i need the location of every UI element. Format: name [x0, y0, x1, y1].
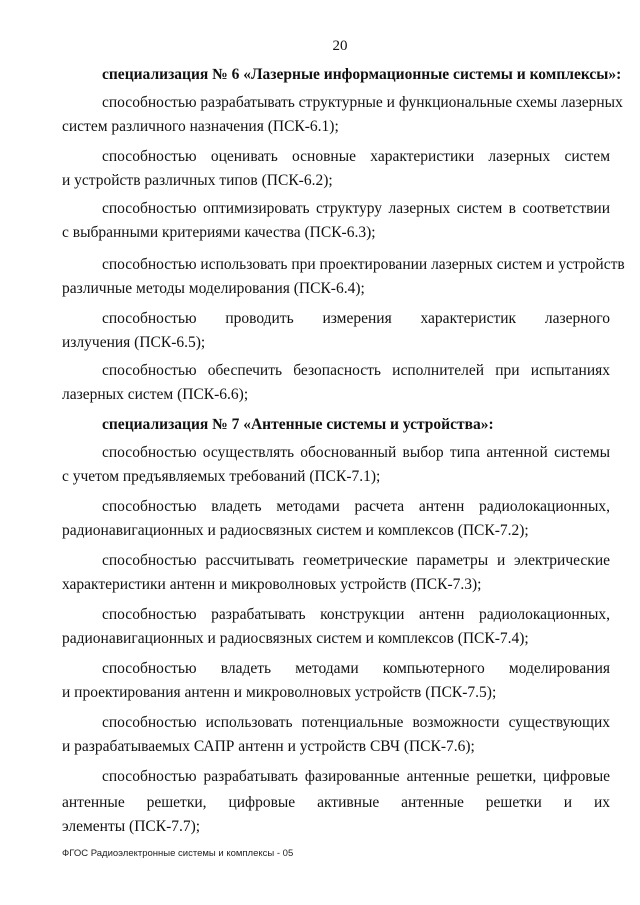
competency-6-6-line-1: способностью обеспечить безопасность исполнителей при испытаниях: [102, 362, 610, 379]
competency-7-6-line-2: и разрабатываемых САПР антенн и устройств СВЧ (ПСК-7.6);: [62, 738, 475, 755]
specialization-7-heading: специализация № 7 «Антенные системы и устройства»:: [102, 416, 494, 433]
competency-6-1-line-1: способностью разрабатывать структурные и функциональные схемы лазерных: [102, 94, 623, 111]
competency-7-2-line-1: способностью владеть методами расчета антенн радиолокационных,: [102, 498, 610, 515]
competency-7-4-line-2: радионавигационных и радиосвязных систем и комплексов (ПСК-7.4);: [62, 630, 529, 647]
competency-7-7-line-2: антенные решетки, цифровые активные антенные решетки и их: [62, 794, 610, 811]
competency-7-5-line-1: способностью владеть методами компьютерного моделирования: [102, 660, 610, 677]
competency-6-2-line-2: и устройств различных типов (ПСК-6.2);: [62, 172, 333, 189]
competency-6-1-line-2: систем различного назначения (ПСК-6.1);: [62, 118, 339, 135]
competency-7-7-line-1: способностью разрабатывать фазированные антенные решетки, цифровые: [102, 768, 610, 785]
competency-6-5-line-2: излучения (ПСК-6.5);: [62, 334, 206, 351]
competency-6-2-line-1: способностью оценивать основные характеристики лазерных систем: [102, 148, 610, 165]
competency-7-6-line-1: способностью использовать потенциальные возможности существующих: [102, 714, 610, 731]
document-footer: ФГОС Радиоэлектронные системы и комплексы - 05: [62, 848, 294, 859]
competency-7-1-line-2: с учетом предъявляемых требований (ПСК-7.1);: [62, 468, 381, 485]
competency-7-1-line-1: способностью осуществлять обоснованный выбор типа антенной системы: [102, 444, 610, 461]
competency-7-4-line-1: способностью разрабатывать конструкции антенн радиолокационных,: [102, 606, 610, 623]
competency-6-3-line-2: с выбранными критериями качества (ПСК-6.3);: [62, 224, 376, 241]
competency-6-6-line-2: лазерных систем (ПСК-6.6);: [62, 386, 249, 403]
competency-7-5-line-2: и проектирования антенн и микроволновых устройств (ПСК-7.5);: [62, 684, 497, 701]
competency-6-5-line-1: способностью проводить измерения характеристик лазерного: [102, 310, 610, 327]
page-number: 20: [332, 38, 348, 54]
competency-6-4-line-1: способностью использовать при проектировании лазерных систем и устройств: [102, 256, 625, 273]
competency-7-3-line-2: характеристики антенн и микроволновых устройств (ПСК-7.3);: [62, 576, 482, 593]
competency-7-3-line-1: способностью рассчитывать геометрические параметры и электрические: [102, 552, 610, 569]
specialization-6-heading: специализация № 6 «Лазерные информационные системы и комплексы»:: [102, 66, 622, 83]
competency-7-2-line-2: радионавигационных и радиосвязных систем и комплексов (ПСК-7.2);: [62, 522, 529, 539]
competency-6-4-line-2: различные методы моделирования (ПСК-6.4);: [62, 280, 365, 297]
competency-6-3-line-1: способностью оптимизировать структуру лазерных систем в соответствии: [102, 200, 610, 217]
competency-7-7-line-3: элементы (ПСК-7.7);: [62, 818, 201, 835]
